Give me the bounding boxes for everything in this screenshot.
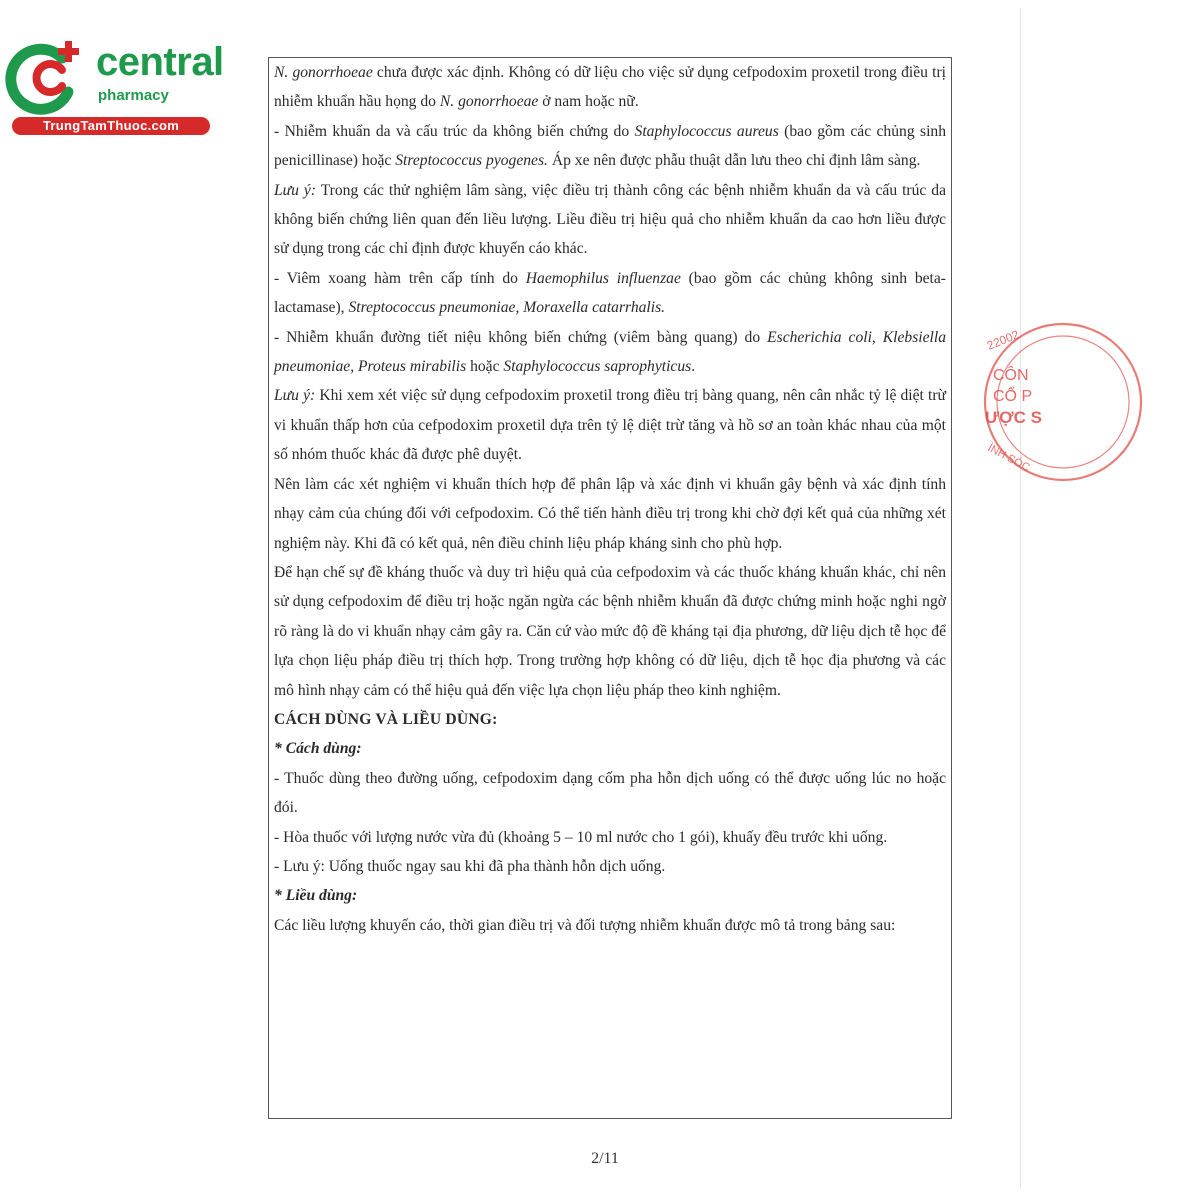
page-edge-line xyxy=(1020,8,1021,1188)
paragraph-bacterial-tests: Nên làm các xét nghiệm vi khuẩn thích hợp để phân lập và xác định vi khuẩn gây bệnh và xác định tính nhạy cảm của chúng đối với cefpodoxim. Có thể tiến hành điều trị trong khi chờ đợi kết quả của những xét nghiệm này. Khi đã có kết quả, nên điều chỉnh liệu pháp kháng sinh cho phù hợp. xyxy=(274,475,946,552)
logo-brand-name: central xyxy=(96,40,224,84)
page-number: 2/11 xyxy=(591,1150,619,1167)
paragraph-skin-infection: - Nhiễm khuẩn da và cấu trúc da không biến chứng do Staphylococcus aureus (bao gồm các chủng sinh penicillinase) hoặc Streptococcus pyogenes. Áp xe nên được phẫu thuật dẫn lưu theo chỉ định lâm sàng. xyxy=(274,122,946,170)
stamp-text-1: 22002 xyxy=(984,327,1022,353)
subheading-dosage: * Liều dùng: xyxy=(274,887,358,905)
stamp-text-2: CÔN xyxy=(993,367,1029,384)
stamp-text-4: ƯỢC S xyxy=(985,408,1042,427)
pharmacy-logo xyxy=(10,38,224,138)
paragraph-resistance: Để hạn chế sự đề kháng thuốc và duy trì hiệu quả của cefpodoxim và các thuốc kháng khuẩn khác, chỉ nên sử dụng cefpodoxim để điều trị hoặc ngăn ngừa các bệnh nhiễm khuẩn đã được chứng minh hoặc nghi ngờ rõ ràng là do vi khuẩn nhạy cảm gây ra. Căn cứ vào mức độ đề kháng tại địa phương, dữ liệu dịch tễ học để lựa chọn liệu pháp điều trị thích hợp. Trong trường hợp không có dữ liệu, dịch tễ học địa phương và các mô hình nhạy cảm có thể hiệu quả đến việc lựa chọn liệu pháp theo kinh nghiệm. xyxy=(274,563,946,699)
document-body xyxy=(274,58,946,940)
paragraph-skin-note: Lưu ý: Trong các thử nghiệm lâm sàng, việc điều trị thành công các bệnh nhiễm khuẩn da và cấu trúc da không biến chứng liên quan đến liều lượng. Liều điều trị hiệu quả cho nhiễm khuẩn da cao hơn liều được sử dụng trong các chỉ định được khuyến cáo khác. xyxy=(274,181,947,258)
pharmacy-logo-mark-icon xyxy=(10,40,90,112)
logo-subtitle: pharmacy xyxy=(98,87,169,104)
section-heading-usage-dosage: CÁCH DÙNG VÀ LIỀU DÙNG: xyxy=(274,710,498,728)
paragraph-dosage-table-intro: Các liều lượng khuyến cáo, thời gian điều trị và đối tượng nhiễm khuẩn được mô tả trong bảng sau: xyxy=(274,916,896,934)
stamp-text-3: CỔ P xyxy=(993,388,1033,405)
paragraph-urinary-infection: - Nhiễm khuẩn đường tiết niệu không biến chứng (viêm bàng quang) do Escherichia coli, Klebsiella pneumoniae, Proteus mirabilis hoặc Staphylococcus saprophyticus. xyxy=(274,328,947,376)
company-stamp xyxy=(975,322,1042,482)
stamp-text-5: ÌNH SÓC xyxy=(985,442,1032,475)
subheading-usage: * Cách dùng: xyxy=(274,740,362,758)
logo-website-badge: TrungTamThuoc.com xyxy=(12,117,210,135)
paragraph-gonorrhoeae: N. gonorrhoeae chưa được xác định. Không có dữ liệu cho việc sử dụng cefpodoxim proxetil trong điều trị nhiễm khuẩn hầu họng do N. gonorrhoeae ở nam hoặc nữ. xyxy=(274,64,946,111)
paragraph-urinary-note: Lưu ý: Khi xem xét việc sử dụng cefpodoxim proxetil trong điều trị bàng quang, nên cân nhắc tỷ lệ diệt trừ vi khuẩn thấp hơn của cefpodoxim proxetil dựa trên tỷ lệ diệt trừ tăng và hồ sơ an toàn khác nhau của một số nhóm thuốc khác đã được phê duyệt. xyxy=(274,387,946,464)
usage-item-dissolve: - Hòa thuốc với lượng nước vừa đủ (khoảng 5 – 10 ml nước cho 1 gói), khuấy đều trước khi uống. xyxy=(274,828,888,846)
usage-item-note: - Lưu ý: Uống thuốc ngay sau khi đã pha thành hỗn dịch uống. xyxy=(274,857,666,875)
usage-item-oral: - Thuốc dùng theo đường uống, cefpodoxim dạng cốm pha hỗn dịch uống có thể được uống lúc no hoặc đói. xyxy=(274,769,946,817)
paragraph-sinusitis: - Viêm xoang hàm trên cấp tính do Haemophilus influenzae (bao gồm các chủng không sinh beta-lactamase), Streptococcus pneumoniae, Moraxella catarrhalis. xyxy=(274,269,946,317)
